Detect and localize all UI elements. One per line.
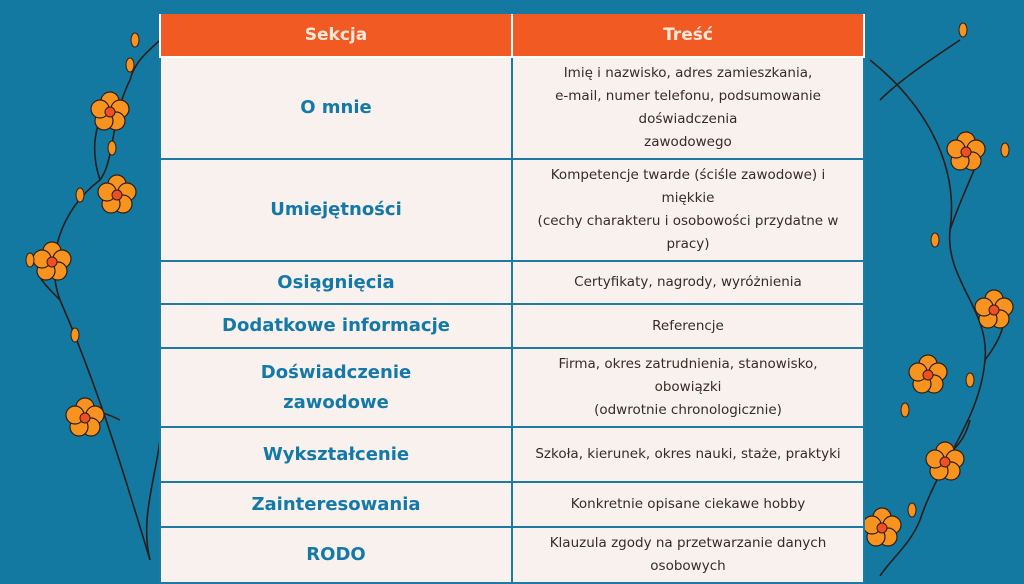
content-cell: Imię i nazwisko, adres zamieszkania, e-mail, numer telefonu, podsumowanie doświadczenia zawodowego: [512, 57, 864, 159]
content-cell: Szkoła, kierunek, okres nauki, staże, praktyki: [512, 427, 864, 482]
flower-icon: [33, 242, 71, 280]
table: [159, 14, 865, 584]
section-cell: Doświadczenie zawodowe: [160, 348, 512, 427]
header-section: Sekcja: [160, 14, 512, 57]
header-content: Treść: [512, 14, 864, 57]
section-cell: Zainteresowania: [160, 482, 512, 527]
table-row: [160, 482, 864, 527]
flower-icon: [98, 175, 136, 213]
table-row: [160, 57, 864, 159]
table-header-row: [160, 14, 864, 57]
table-row: [160, 427, 864, 482]
content-cell: Referencje: [512, 304, 864, 348]
content-cell: Konkretnie opisane ciekawe hobby: [512, 482, 864, 527]
section-cell: Dodatkowe informacje: [160, 304, 512, 348]
flower-icon: [926, 442, 964, 480]
flower-icon: [975, 290, 1013, 328]
flower-icon: [947, 132, 985, 170]
table-row: [160, 527, 864, 583]
section-cell: RODO: [160, 527, 512, 583]
table-row: [160, 261, 864, 304]
flower-icon: [66, 398, 104, 436]
section-cell: Wykształcenie: [160, 427, 512, 482]
cv-sections-table: [159, 14, 865, 574]
content-cell: Firma, okres zatrudnienia, stanowisko, obowiązki (odwrotnie chronologicznie): [512, 348, 864, 427]
flower-icon: [863, 508, 901, 546]
section-cell: Osiągnięcia: [160, 261, 512, 304]
content-cell: Certyfikaty, nagrody, wyróżnienia: [512, 261, 864, 304]
table-row: [160, 304, 864, 348]
section-cell: Umiejętności: [160, 159, 512, 261]
table-row: [160, 348, 864, 427]
content-cell: Klauzula zgody na przetwarzanie danych osobowych: [512, 527, 864, 583]
content-cell: Kompetencje twarde (ściśle zawodowe) i miękkie (cechy charakteru i osobowości przydatne w pracy): [512, 159, 864, 261]
flower-icon: [909, 355, 947, 393]
table-row: [160, 159, 864, 261]
section-cell: O mnie: [160, 57, 512, 159]
